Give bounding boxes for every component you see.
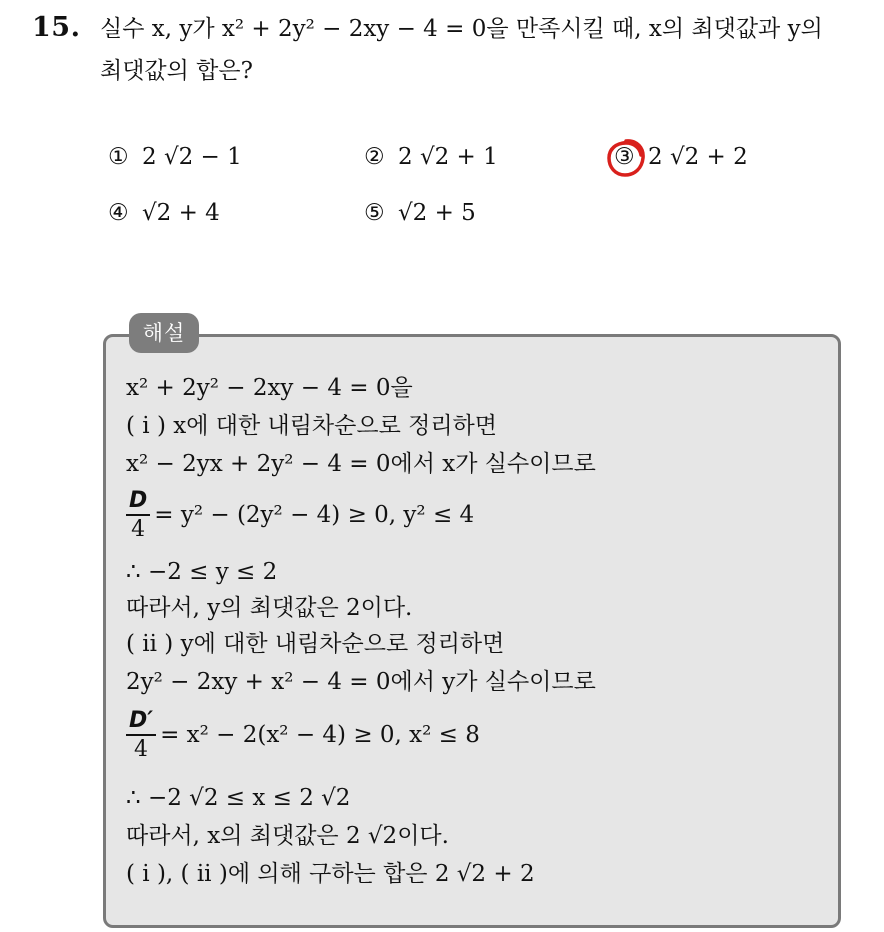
solution-line-2: ( i ) x에 대한 내림차순으로 정리하면 (126, 413, 497, 439)
fraction-dprime-over-4 (126, 708, 156, 764)
solution-line-7: ( ii ) y에 대한 내림차순으로 정리하면 (126, 631, 505, 657)
solution-line-9 (126, 708, 480, 764)
question-text-line-1: 실수 x, y가 x² + 2y² − 2xy − 4 = 0을 만족시킬 때, x의 최댓값과 y의 (100, 16, 823, 42)
choice-4[interactable] (108, 196, 220, 230)
solution-line-5: ∴ −2 ≤ y ≤ 2 (126, 559, 278, 585)
fraction-numerator: D′ (126, 708, 156, 736)
fraction-denominator: 4 (134, 737, 149, 762)
fraction-denominator: 4 (131, 517, 146, 542)
solution-line-1: x² + 2y² − 2xy − 4 = 0을 (126, 375, 413, 401)
answer-circle-mark (604, 136, 648, 180)
solution-tab: 해설 (129, 313, 199, 353)
choice-5[interactable] (364, 196, 476, 230)
solution-line-12: ( i ), ( ii )에 의해 구하는 합은 2 √2 + 2 (126, 861, 535, 887)
solution-line-4-text: = y² − (2y² − 4) ≥ 0, y² ≤ 4 (154, 502, 475, 528)
choice-2-mark: ② (364, 144, 385, 170)
solution-line-6: 따라서, y의 최댓값은 2이다. (126, 595, 413, 621)
choice-3-text: 2 √2 + 2 (648, 144, 748, 170)
solution-line-11: 따라서, x의 최댓값은 2 √2이다. (126, 823, 449, 849)
choice-2-text: 2 √2 + 1 (398, 144, 498, 170)
choice-2[interactable] (364, 140, 498, 174)
choice-3-mark: ③ (614, 144, 635, 170)
fraction-d-over-4 (126, 488, 150, 544)
solution-line-9-text: = x² − 2(x² − 4) ≥ 0, x² ≤ 8 (160, 722, 480, 748)
solution-line-4 (126, 488, 474, 544)
solution-line-8: 2y² − 2xy + x² − 4 = 0에서 y가 실수이므로 (126, 669, 596, 695)
solution-line-3: x² − 2yx + 2y² − 4 = 0에서 x가 실수이므로 (126, 451, 596, 477)
choice-4-mark: ④ (108, 200, 129, 226)
question-text-line-2: 최댓값의 합은? (100, 58, 253, 84)
choice-4-text: √2 + 4 (142, 200, 220, 226)
solution-line-10: ∴ −2 √2 ≤ x ≤ 2 √2 (126, 785, 351, 811)
question-number: 15. (32, 12, 81, 43)
choice-1[interactable] (108, 140, 242, 174)
choice-1-mark: ① (108, 144, 129, 170)
choice-1-text: 2 √2 − 1 (142, 144, 242, 170)
choice-5-mark: ⑤ (364, 200, 385, 226)
choice-5-text: √2 + 5 (398, 200, 476, 226)
fraction-numerator: D (126, 488, 150, 516)
